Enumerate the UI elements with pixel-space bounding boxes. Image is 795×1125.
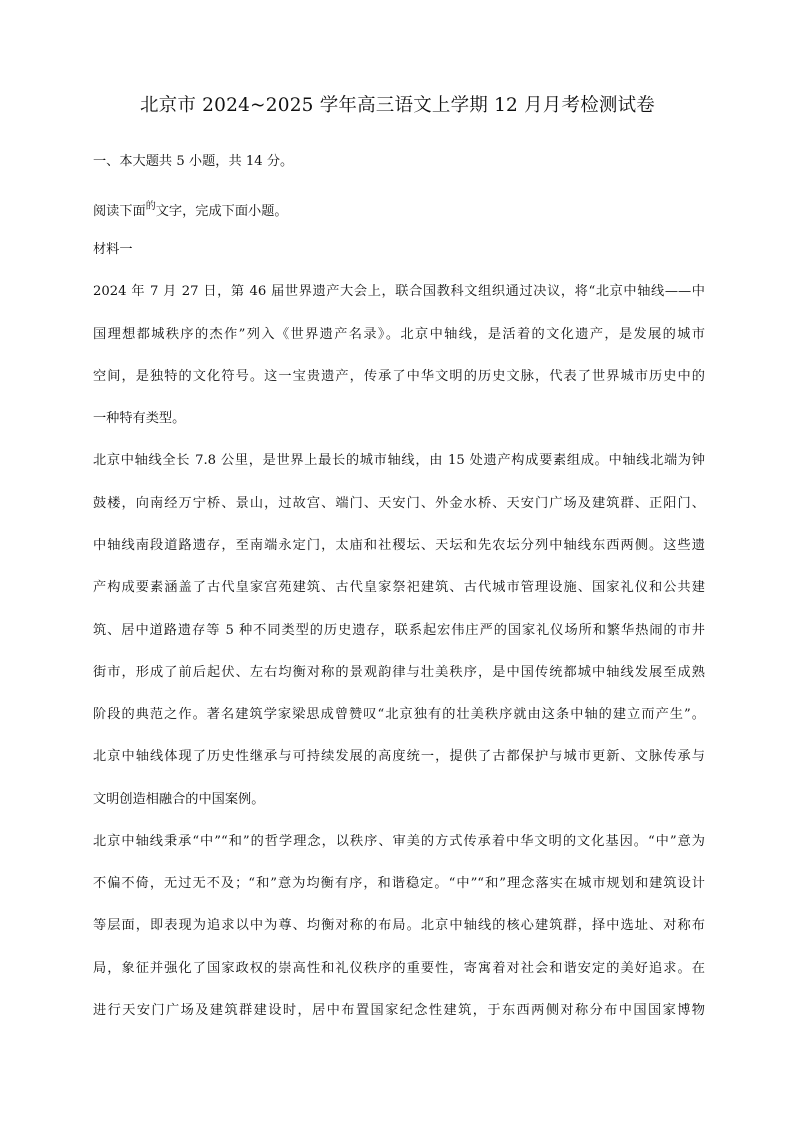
paragraph-line: 局，象征并强化了国家政权的崇高性和礼仪秩序的重要性，寄寓着对社会和谐安定的美好追求。在 [93,961,705,976]
paragraph-line: 一种特有类型。 [93,411,186,426]
section-heading: 一、本大题共 5 小题，共 14 分。 [93,154,294,169]
paragraph-line: 中轴线南段道路遗存，至南端永定门，太庙和社稷坛、天坛和先农坛分列中轴线东西两侧。这些遗 [93,538,705,553]
instruction-after: 文字，完成下面小题。 [155,204,288,219]
paragraph-line: 2024 年 7 月 27 日，第 46 届世界遗产大会上，联合国教科文组织通过决议，将“北京中轴线——中 [93,284,705,299]
material-label: 材料一 [93,242,133,257]
paragraph-line: 空间，是独特的文化符号。这一宝贵遗产，传承了中华文明的历史文脉，代表了世界城市历史中的 [93,369,705,384]
paragraph-line: 北京中轴线秉承“中”“和”的哲学理念，以秩序、审美的方式传承着中华文明的文化基因。“中”意为 [93,834,705,849]
instruction-text [93,197,705,222]
paragraph-line: 等层面，即表现为追求以中为尊、均衡对称的布局。北京中轴线的核心建筑群，择中选址、对称布 [93,918,705,933]
paragraph-line: 鼓楼，向南经万宁桥、景山，过故宫、端门、天安门、外金水桥、天安门广场及建筑群、正阳门、 [93,496,705,511]
paragraph-line: 不偏不倚，无过无不及；“和”意为均衡有序，和谐稳定。“中”“和”理念落实在城市规划和建筑设计 [93,876,705,891]
page-title: 北京市 2024~2025 学年高三语文上学期 12 月月考检测试卷 [139,95,656,116]
paragraph-line: 筑、居中道路遗存等 5 种不同类型的历史遗存，联系起宏伟庄严的国家礼仪场所和繁华热闹的市井 [93,623,705,638]
paragraph-line: 产构成要素涵盖了古代皇家宫苑建筑、古代皇家祭祀建筑、古代城市管理设施、国家礼仪和公共建 [93,580,705,595]
paragraph-line: 进行天安门广场及建筑群建设时，居中布置国家纪念性建筑，于东西两侧对称分布中国国家博物 [93,1003,705,1018]
instruction-raised-char: 的 [145,201,156,212]
paragraph-line: 北京中轴线全长 7.8 公里，是世界上最长的城市轴线，由 15 处遗产构成要素组成。中轴线北端为钟 [93,453,705,468]
paragraph-line: 阶段的典范之作。著名建筑学家梁思成曾赞叹“北京独有的壮美秩序就由这条中轴的建立而产生”。 [93,707,705,722]
paragraph-line: 国理想都城秩序的杰作”列入《世界遗产名录》。北京中轴线，是活着的文化遗产，是发展的城市 [93,327,705,342]
paragraph-line: 北京中轴线体现了历史性继承与可持续发展的高度统一，提供了古都保护与城市更新、文脉传承与 [93,749,705,764]
paragraph-line: 文明创造相融合的中国案例。 [93,792,265,807]
paragraph-line: 街市，形成了前后起伏、左右均衡对称的景观韵律与壮美秩序，是中国传统都城中轴线发展至成熟 [93,665,705,680]
instruction-before: 阅读下面 [93,204,146,219]
